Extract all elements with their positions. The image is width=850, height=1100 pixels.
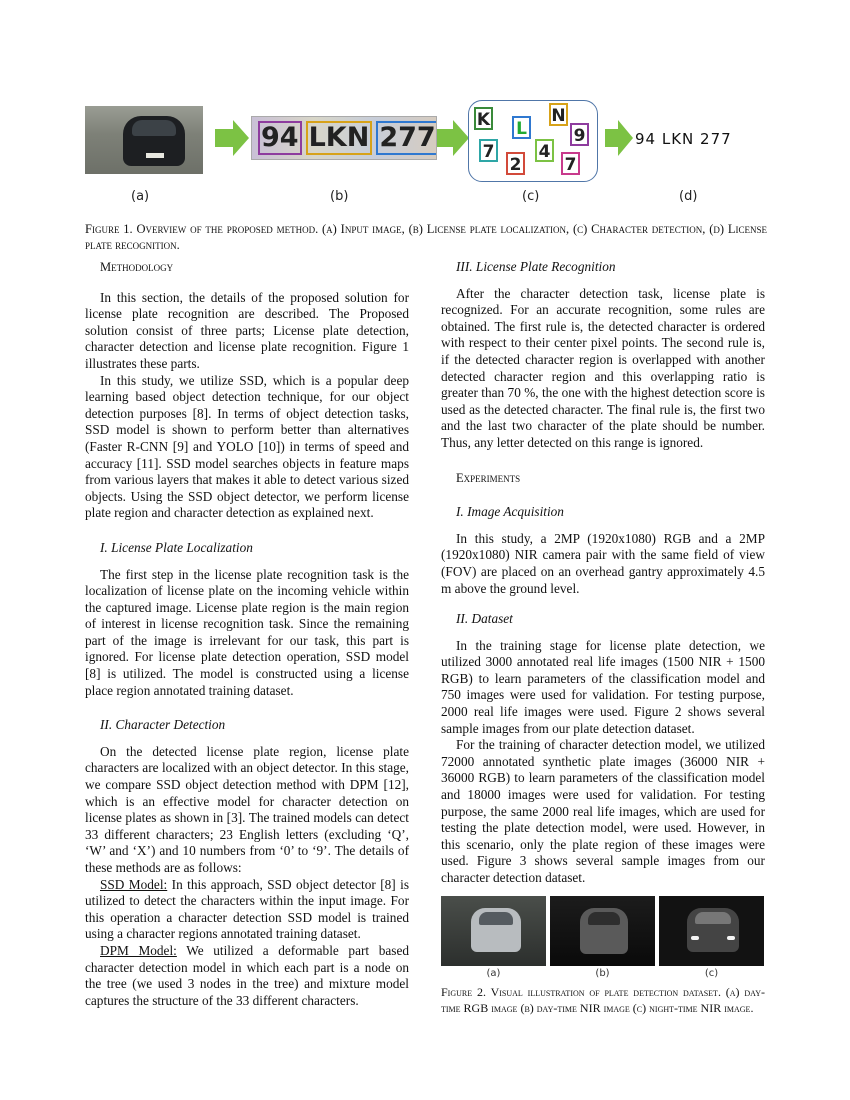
paragraph: The first step in the license plate recognition task is the localization of license plate on the incoming vehicle within the captured image. License plate region is the main region of interest in license recognition task. Since the remaining part of the image is irrelevant for our task, this part is ignored. For license plate detection operation, SSD model [8] is utilized. The model is constructed using a license place region annotated training dataset. [85, 566, 409, 698]
input-car-image [85, 106, 203, 174]
section-heading-methodology: Methodology [100, 260, 174, 274]
car-glass-shape [588, 912, 620, 925]
paragraph: For the training of character detection model, we utilized 72000 annotated synthetic plate images (36000 NIR + 36000 RGB) to learn parameters of the classification model and 18000 images were used for validation. For testing purpose, the same 2000 real life images, which are used for testing the plate detection model, were used. However, in this scenario, only the plate region of these images were used. Figure 3 shows several sample images from our character detection dataset. [441, 737, 765, 885]
figure-2 [441, 896, 765, 979]
paragraph-dpm-model [85, 943, 409, 1009]
fig1-label-c: (c) [522, 189, 540, 204]
fig2-label-a: (a) [486, 967, 501, 979]
green-arrow-icon [437, 120, 469, 156]
detected-char: K [474, 107, 493, 130]
day-rgb-image [441, 896, 546, 966]
fig2-label-c: (c) [704, 967, 719, 979]
night-nir-image [659, 896, 764, 966]
paragraph: In the training stage for license plate detection, we utilized 3000 annotated real life images (1500 NIR + 1500 RGB) to learn parameters of the classification model and 750 images were used for validation. For testing purpose, 2000 real life images were used. Figure 2 shows several sample images from our plate detection dataset. [441, 637, 765, 736]
green-arrow-icon [605, 120, 633, 156]
dpm-model-label: DPM Model: [100, 942, 177, 958]
car-glass-shape [479, 912, 513, 925]
day-nir-image [550, 896, 655, 966]
headlight-shape [727, 936, 735, 940]
figure-1-caption: Figure 1. Overview of the proposed method. (a) Input image, (b) License plate localization, (c) Character detection, (d) License plate recognition. [85, 222, 767, 252]
fig1-label-a: (a) [131, 189, 150, 204]
fig1-label-b: (b) [330, 189, 349, 204]
character-detection-box [468, 100, 598, 182]
green-arrow-icon [215, 120, 249, 156]
section-heading-experiments: Experiments [456, 470, 521, 485]
car-plate-shape [146, 153, 164, 158]
paragraph: In this study, we utilize SSD, which is a popular deep learning based object detection technique, for our object detection purposes [8]. In terms of object detection tasks, SSD model is shown to perform better than alternatives (Faster R-CNN [9] and YOLO [10]) in terms of speed and accuracy [11]. SSD model searches objects in feature maps from various layers that makes it able to detect various sized objects. Using the SSD object detector, we perform license plate region and character detection as explained next. [85, 372, 409, 521]
car-glass-shape [695, 912, 731, 924]
paragraph: On the detected license plate region, license plate characters are localized with an object detector. In this stage, we compare SSD object detection method with DPM [12], which is an effective model for character detection on license plates as shown in [3]. The trained models can detect 33 different characters; 23 English letters (excluding ‘Q’, ‘W’ and ‘X’) and 10 numbers from ‘0’ to ‘9’. The details of these methods are as follows: [85, 743, 409, 875]
detected-char: 7 [479, 139, 498, 162]
detected-char: L [512, 116, 531, 139]
plate-part: 94 [258, 121, 302, 155]
subsection-heading-ia: I. Image Acquisition [456, 504, 564, 520]
paragraph: After the character detection task, license plate is recognized. For an accurate recognition, some rules are obtained. The first rule is, the detected character is ordered with respect to their center pixel points. The second rule is, if the detected character region is overlapped with another detected character region and this overlapping ratio is greater than 70 %, the one with the highest detection score is used as the detected character. The final rule is, the first two and the last two character of the plate should be number. Thus, any letter detected on this range is ignored. [441, 285, 765, 450]
ssd-model-text: In this approach, SSD object detector [8] is utilized to detect the characters within the input image. For this operation a character detection SSD model is trained using a character regions annotated training dataset. [85, 876, 409, 942]
plate-part: 277 [376, 121, 437, 155]
subsection-heading-dataset: II. Dataset [456, 611, 513, 627]
figure-2-caption: Figure 2. Visual illustration of plate detection dataset. (a) day-time RGB image (b) day-time NIR image (c) night-time NIR image. [441, 984, 765, 1015]
figure-1 [85, 98, 765, 210]
left-column [85, 259, 409, 1009]
paragraph: In this study, a 2MP (1920x1080) RGB and a 2MP (1920x1080) NIR camera pair with the same field of view (FOV) are placed on an overhead gantry approximately 4.5 m above the ground level. [441, 530, 765, 596]
dpm-model-text: We utilized a deformable part based character detection model in which each part is a node on the tree (we used 3 nodes in the tree) and mixture model captures the structure of the 33 different characters. [85, 942, 409, 1008]
detected-char: 7 [561, 152, 580, 175]
detected-char: 2 [506, 152, 525, 175]
license-plate-image [251, 116, 437, 160]
ssd-model-label: SSD Model: [100, 876, 168, 892]
paragraph-ssd-model [85, 877, 409, 943]
paragraph: In this section, the details of the proposed solution for license plate recognition are described. The Proposed solution consist of three parts; License plate detection, character detection and license plate recognition. Figure 1 illustrates these parts. [85, 289, 409, 371]
detected-char: 4 [535, 139, 554, 162]
car-windshield-shape [132, 120, 176, 136]
right-column [441, 259, 765, 1016]
detected-char: 9 [570, 123, 589, 146]
fig1-label-d: (d) [679, 189, 698, 204]
headlight-shape [691, 936, 699, 940]
detected-char: N [549, 103, 568, 126]
subsection-heading-lpl: I. License Plate Localization [100, 539, 253, 555]
subsection-heading-lpr: III. License Plate Recognition [456, 259, 616, 274]
recognition-result: 94 LKN 277 [635, 130, 732, 148]
subsection-heading-cd: II. Character Detection [100, 717, 226, 733]
plate-part: LKN [306, 121, 373, 155]
fig2-label-b: (b) [595, 967, 610, 979]
